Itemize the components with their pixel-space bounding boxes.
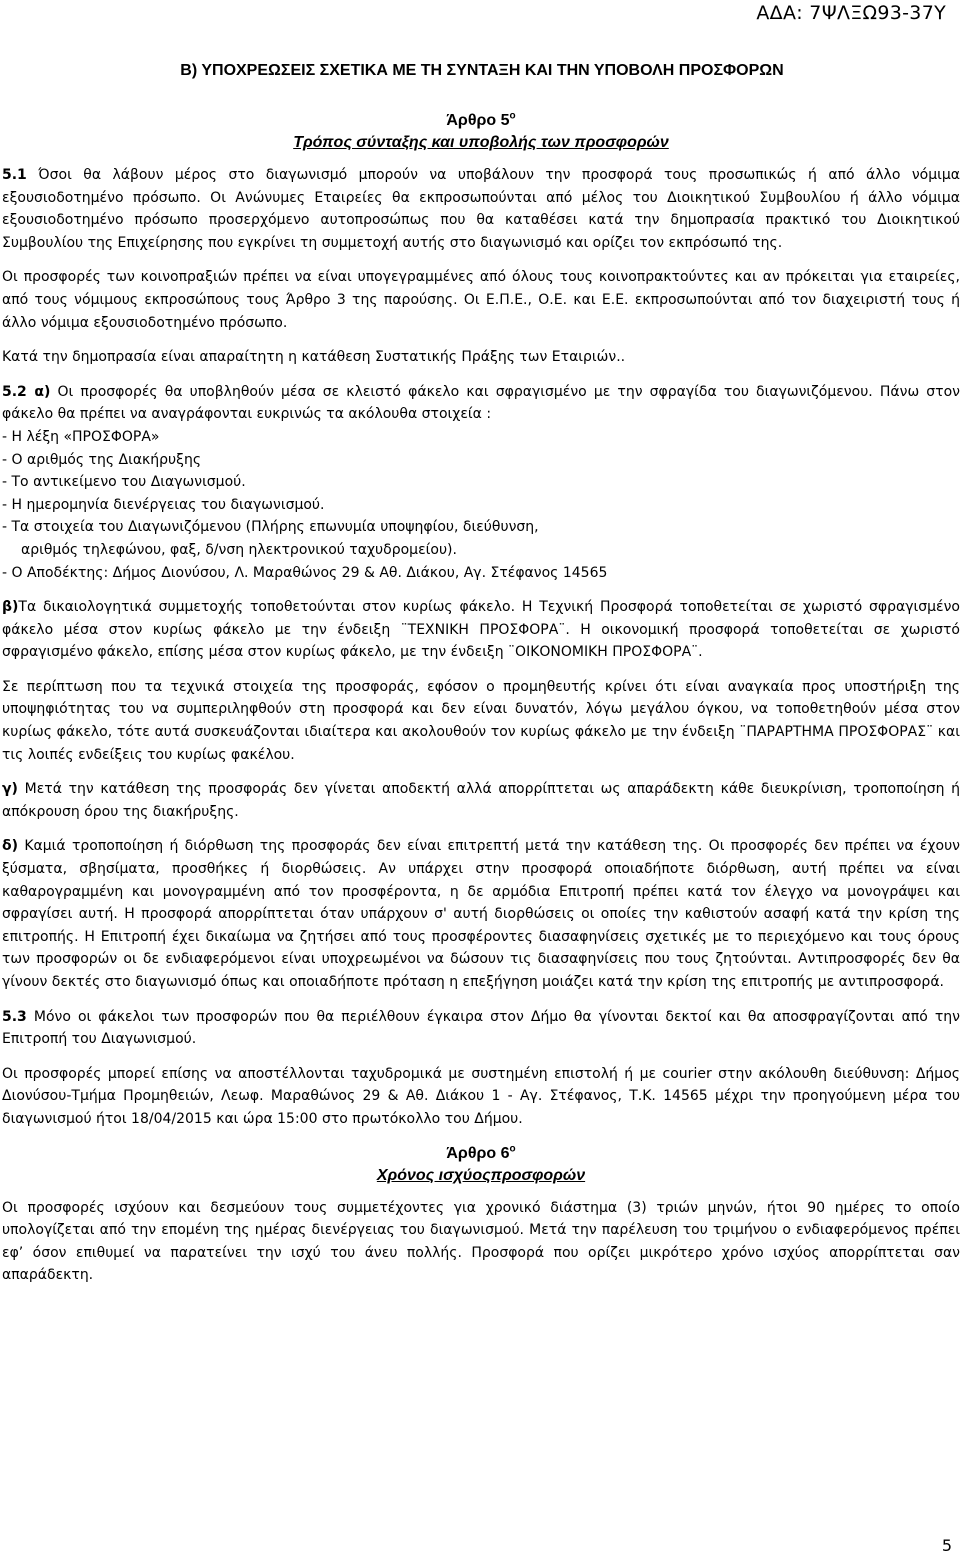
paragraph-5-1-label: 5.1 (2, 167, 27, 183)
paragraph-5-2-a-label: 5.2 α) (2, 383, 51, 400)
paragraph-5-3-label: 5.3 (2, 1008, 27, 1025)
article-5-title: Άρθρο $5^o$ (446, 110, 516, 129)
article-5-title-sup: ο (509, 110, 516, 122)
paragraph-5-2-b-label: β) (2, 599, 19, 616)
paragraph-consortium: Οι προσφορές των κοινοπραξιών πρέπει να είναι υπογεγραμμένες από όλους τους κοινοπρακτούντες και αν πρόκειται για εταιρείες, από τους νόμιμους εκπροσώπους τους Άρθρο 3 της παρούσης. Οι Ε.Π.Ε., Ο.Ε. και Ε.Ε. εκπροσωπούνται από τον διαχειριστή τους ή άλλο νόμιμα εξουσιοδοτημένο πρόσωπο. (2, 269, 960, 331)
paragraph-case: Σε περίπτωση που τα τεχνικά στοιχεία της προσφοράς, εφόσον ο προμηθευτής κρίνει ότι είναι αναγκαία προς υποστήριξη της υποψηφιότητας του να συμπεριληφθούν στη προσφορά και δεν είναι δυνατόν, λόγω μεγάλου όγκου, να τοποθετηθούν μέσα στον κυρίως φάκελο, τότε αυτά συσκευάζονται ιδιαίτερα και ακολουθούν τον κυρίως φάκελο με την ένδειξη ¨ΠΑΡΑΡΤΗΜΑ ΠΡΟΣΦΟΡΑΣ¨ και τις λοιπές ενδείξεις του κυρίως φακέλου. (2, 678, 960, 763)
article-5-subtitle: Τρόπος σύνταξης και υποβολής των προσφορών (293, 134, 669, 151)
paragraph-5-2-a: 5.2 α) Οι προσφορές θα υποβληθούν μέσα σε κλειστό φάκελο και σφραγισμένο με την σφραγίδα του διαγωνιζόμενου. Πάνω στον φάκελο θα πρέπει να αναγράφονται ευκρινώς τα ακόλουθα στοιχεία : (2, 383, 960, 423)
paragraph-gamma: γ) Μετά την κατάθεση της προσφοράς δεν γίνεται αποδεκτή αλλά απορρίπτεται ως απαράδεκτη κάθε διευκρίνιση, τροποποίηση ή απόκρουση όρου της διακήρυξης. (2, 781, 960, 820)
paragraph-5-3: 5.3 Μόνο οι φάκελοι των προσφορών που θα περιέλθουν έγκαιρα στον Δήμο θα γίνονται δεκτοί και θα αποσφραγίζονται από την Επιτροπή του Διαγωνισμού. (2, 1008, 960, 1048)
article-6-title: Άρθρο $6^o$ (446, 1143, 516, 1162)
paragraph-delta: δ) Καμιά τροποποίηση ή διόρθωση της προσφοράς δεν είναι επιτρεπτή μετά την κατάθεση της. Οι προσφορές δεν πρέπει να έχουν ξύσματα, σβησίματα, προσθήκες ή διορθώσεις. Αν υπάρχει στην προσφορά οποιαδήποτε διόρθωση, αυτή πρέπει να είναι καθαρογραμμένη και μονογραμμένη από τον προσφέροντα, η δε αρμόδια Επιτροπή πρέπει κατά τον έλεγχο να μονογράψει και σφραγίσει αυτή. Η προσφορά απορρίπτεται όταν υπάρχουν σ' αυτή διορθώσεις οι οποίες την καθιστούν ασαφή κατά την κρίση της επιτροπής. Η Επιτροπή έχει δικαίωμα να ζητήσει από τους προσφέροντες διασαφηνίσεις σχετικές με το περιεχόμενο και τους όρους των προσφορών οι δε ενδιαφερόμενοι είναι υποχρεωμένοι να δώσουν τις διασαφηνίσεις που τους ζητούνται. Αντιπροσφορές δεν θα γίνουν δεκτές στο διαγωνισμό όπως και οποιαδήποτε πρόταση η επεξήγηση μοιάζει κατά την κρίση της επιτροπής με αντιπροσφορά. (2, 838, 960, 990)
list-item: - Η ημερομηνία διενέργειας του διαγωνισμού. (2, 496, 325, 513)
article-6-subtitle: Χρόνος ισχύοςπροσφορών (376, 1166, 586, 1184)
list-item: - Ο αριθμός της Διακήρυξης (2, 451, 202, 468)
envelope-list (2, 426, 960, 584)
page-number: 5 (941, 1536, 952, 1555)
list-item: αριθμός τηλεφώνου, φαξ, δ/νση ηλεκτρονικού ταχυδρομείου). (21, 541, 457, 558)
paragraph-courier: Οι προσφορές μπορεί επίσης να αποστέλλονται ταχυδρομικά με συστημένη επιστολή ή με courier στην ακόλουθη διεύθυνση: Δήμος Διονύσου-Τμήμα Προμηθειών, Λεωφ. Μαραθώνος 29 & Αθ. Διάκου 1 - Αγ. Στέφανος, Τ.Κ. 14565 μέχρι την προηγούμενη μέρα του διαγωνισμού ήτοι 18/04/2015 και ώρα 15:00 στο πρωτόκολλο του Δήμου. (2, 1065, 960, 1127)
list-item: - Το αντικείμενο του Διαγωνισμού. (2, 474, 246, 491)
document-page (0, 62, 960, 1287)
paragraph-validity: Οι προσφορές ισχύουν και δεσμεύουν τους συμμετέχοντες για χρονικό διάστημα (3) τριών μηνών, ήτοι 90 ημέρες το οποίο υπολογίζεται από την επομένη της ημέρας διενέργειας του διαγωνισμού. Μετά την παρέλευση του τριμήνου ο ενδιαφερόμενος πρέπει εφ’ όσον επιθυμεί να παρατείνει την ισχύ του άνευ πολλής. Προσφορά που ορίζει μικρότερο χρόνο ισχύος απορρίπτεται σαν απαράδεκτη. (2, 1199, 960, 1284)
paragraph-gamma-label: γ) (2, 781, 18, 798)
ada-identifier: ΑΔΑ: 7ΨΛΞΩ93-37Υ (756, 2, 946, 24)
section-heading: Β) ΥΠΟΧΡΕΩΣΕΙΣ ΣΧΕΤΙΚΑ ΜΕ ΤΗ ΣΥΝΤΑΞΗ ΚΑΙ ΤΗΝ ΥΠΟΒΟΛΗ ΠΡΟΣΦΟΡΩΝ (180, 62, 784, 79)
paragraph-5-1: 5.1 Όσοι θα λάβουν μέρος στο διαγωνισμό μπορούν να υποβάλουν την προσφορά τους προσωπικώς ή από άλλο νόμιμα εξουσιοδοτημένο πρόσωπο. Οι Ανώνυμες Εταιρείες θα εκπροσωπούνται από μέλος του Διοικητικού Συμβουλίου ή άλλο νόμιμα εξουσιοδοτημένο πρόσωπο προσερχόμενο αυτοπροσώπως που θα καταθέσει κατά την δημοπρασία πρακτικό του Διοικητικού Συμβουλίου της Επιχείρησης που εγκρίνει τη συμμετοχή αυτής στο διαγωνισμό και ορίζει τον εκπρόσωπό της. (2, 167, 960, 251)
paragraph-deposit: Κατά την δημοπρασία είναι απαραίτητη η κατάθεση Συστατικής Πράξης των Εταιριών.. (2, 349, 626, 366)
article-6-title-sup: ο (509, 1143, 516, 1155)
paragraph-5-2-b: β)Τα δικαιολογητικά συμμετοχής τοποθετούνται στον κυρίως φάκελο. Η Τεχνική Προσφορά τοποθετείται σε χωριστό σφραγισμένο φάκελο μέσα στον κυρίως φάκελο με την ένδειξη ¨ΤΕΧΝΙΚΗ ΠΡΟΣΦΟΡΑ¨. Η οικονομική προσφορά τοποθετείται σε χωριστό σφραγισμένο φάκελο, επίσης μέσα στον κυρίως φάκελο, με την ένδειξη ¨ΟΙΚΟΝΟΜΙΚΗ ΠΡΟΣΦΟΡΑ¨. (2, 599, 960, 661)
list-item: - Η λέξη «ΠΡΟΣΦΟΡΑ» (2, 428, 160, 445)
list-item: - Ο Αποδέκτης: Δήμος Διονύσου, Λ. Μαραθώνος 29 & Αθ. Διάκου, Αγ. Στέφανος 14565 (2, 564, 608, 581)
list-item: - Τα στοιχεία του Διαγωνιζόμενου (Πλήρης επωνυμία υποψηφίου, διεύθυνση, (2, 519, 539, 536)
paragraph-delta-label: δ) (2, 838, 19, 855)
